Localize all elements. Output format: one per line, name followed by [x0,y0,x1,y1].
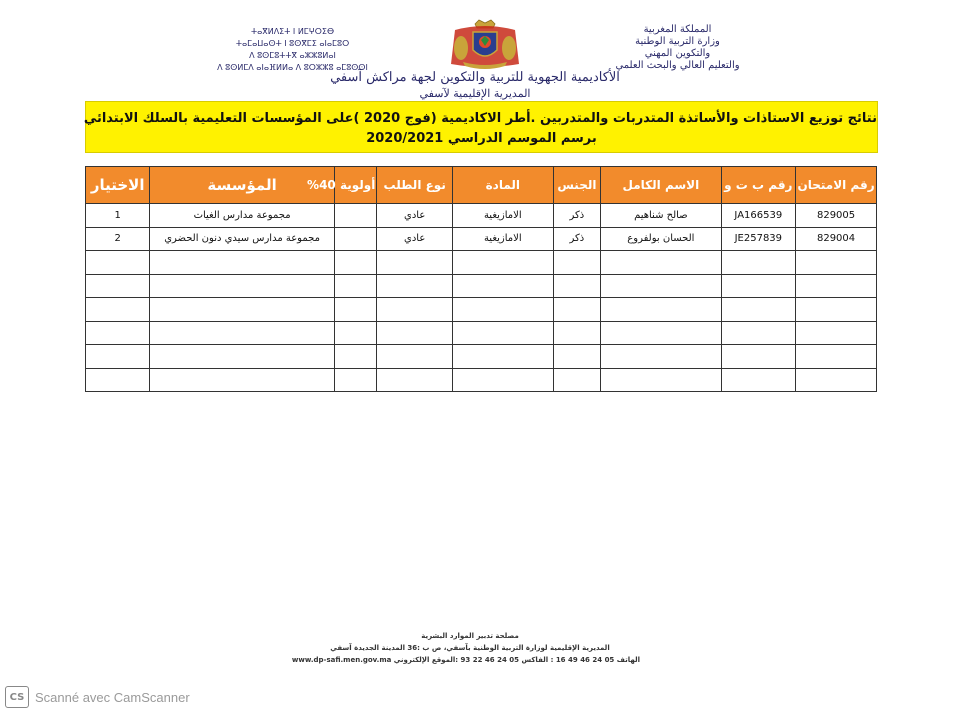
cell-institution: مجموعة مدارس سيدي دنون الحضري [150,227,335,251]
cell-full-name [601,298,721,322]
cell-priority [334,227,377,251]
cell-request-type [377,345,453,369]
cell-ppr-number [721,298,796,322]
tifinagh-line-2: ⵜⴰⵎⴰⵡⴰⵙⵜ ⵏ ⵓⵙⴳⵎⵉ ⴰⵏⴰⵎⵓⵔ [235,39,350,48]
camscanner-label: Scanné avec CamScanner [35,689,190,705]
cell-priority [334,321,377,345]
cell-exam-number [796,368,877,392]
cell-exam-number [796,321,877,345]
cell-choice: 2 [86,227,150,251]
col-ppr-number: رقم ب ت و [721,167,796,204]
cell-choice [86,368,150,392]
cell-choice: 1 [86,204,150,228]
cell-ppr-number [721,345,796,369]
header-arabic-block [575,24,780,72]
cell-ppr-number [721,321,796,345]
cell-full-name [601,321,721,345]
cell-gender [553,251,601,275]
cell-institution: مجموعة مدارس الغيات [150,204,335,228]
title-line-1: نتائج توزيع الاستاذات والأساتذة المتدربات والمتدربين .أطر الاكاديمية (فوج 2020 )على المؤسسات التعليمية بالسلك الابتدائي [83,111,877,126]
col-priority: أولوية 40% [334,167,377,204]
cell-subject [453,321,554,345]
ministry-line-3: والتعليم العالي والبحث العلمي [615,60,740,71]
footer-phone-web: الهاتف 05 24 46 49 16 : الفاكس 05 24 46 22 93 :الموقع الإلكتروني www.dp-safi.men.gov.ma [291,656,640,664]
directorate-name: المديرية الإقليمية لآسفي [419,87,531,100]
cell-choice [86,298,150,322]
cell-full-name [601,368,721,392]
cell-priority [334,251,377,275]
cell-gender [553,321,601,345]
col-subject: المادة [453,167,554,204]
cell-gender [553,368,601,392]
cell-gender [553,345,601,369]
academy-block [240,70,710,102]
col-gender: الجنس [553,167,601,204]
col-institution: المؤسسة [150,167,335,204]
cell-request-type [377,298,453,322]
cell-priority [334,368,377,392]
results-title-banner [85,101,878,153]
col-exam-number: رقم الامتحان [796,167,877,204]
col-choice: الاختيار [86,167,150,204]
cell-institution [150,345,335,369]
table-header-row [86,167,877,204]
cell-full-name [601,251,721,275]
academy-name: الأكاديمية الجهوية للتربية والتكوين لجهة مراكش آسفي [330,70,620,85]
cell-subject [453,298,554,322]
cell-full-name [601,274,721,298]
cell-gender: ذكر [553,204,601,228]
cell-institution [150,368,335,392]
cell-exam-number [796,345,877,369]
cell-exam-number [796,251,877,275]
cell-subject: الامازيغية [453,204,554,228]
cell-priority [334,274,377,298]
coat-of-arms-emblem [445,18,525,70]
cell-choice [86,274,150,298]
cell-subject [453,368,554,392]
cell-ppr-number [721,251,796,275]
col-request-type: نوع الطلب [377,167,453,204]
cell-ppr-number [721,274,796,298]
ministry-line-2: والتكوين المهني [644,48,711,59]
cell-ppr-number: JA166539 [721,204,796,228]
cell-subject [453,345,554,369]
cell-request-type [377,274,453,298]
cell-full-name [601,345,721,369]
cell-request-type [377,368,453,392]
footer-contact-block [291,630,640,666]
table-row [86,298,877,322]
cell-choice [86,345,150,369]
results-table [85,166,877,392]
cell-exam-number [796,274,877,298]
cell-ppr-number [721,368,796,392]
cell-choice [86,251,150,275]
header-tifinagh-block [190,26,395,74]
camscanner-watermark [5,686,190,708]
cell-priority [334,345,377,369]
cell-request-type: عادي [377,204,453,228]
cell-subject [453,251,554,275]
table-row [86,368,877,392]
footer-address: المديرية الإقليمية لوزارة التربية الوطنية بآسفي، ص ب :36 المدينة الجديدة آسفي [330,644,610,652]
cell-exam-number: 829005 [796,204,877,228]
cell-exam-number [796,298,877,322]
camscanner-logo-icon: CS [5,686,29,708]
table-row [86,321,877,345]
cell-priority [334,298,377,322]
ministry-line-1: وزارة التربية الوطنية [635,36,720,47]
cell-choice [86,321,150,345]
table-row [86,204,877,228]
cell-priority [334,204,377,228]
cell-gender [553,274,601,298]
table-row [86,251,877,275]
cell-request-type [377,251,453,275]
tifinagh-line-3: ⴷ ⵓⵙⵎⵓⵜⵜⴳ ⴰⵣⵣⵓⵍⴰⵏ [249,51,336,60]
footer-service: مصلحة تدبير الموارد البشرية [421,632,519,640]
cell-institution [150,321,335,345]
cell-institution [150,274,335,298]
cell-exam-number: 829004 [796,227,877,251]
cell-subject: الامازيغية [453,227,554,251]
cell-full-name: صالح شناهيم [601,204,721,228]
table-row [86,274,877,298]
cell-gender [553,298,601,322]
cell-gender: ذكر [553,227,601,251]
cell-ppr-number: JE257839 [721,227,796,251]
cell-request-type [377,321,453,345]
cell-subject [453,274,554,298]
tifinagh-line-4: ⴷ ⵓⵙⵍⵎⴷ ⴰⵏⴰⴼⵍⵍⴰ ⴷ ⵓⵔⵣⵣⵓ ⴰⵎⵓⵙⵙⵏ [217,63,368,72]
cell-institution [150,251,335,275]
table-row [86,345,877,369]
col-full-name: الاسم الكامل [601,167,721,204]
cell-request-type: عادي [377,227,453,251]
title-line-2: برسم الموسم الدراسي 2020/2021 [366,131,597,146]
table-row [86,227,877,251]
cell-full-name: الحسان بولفروع [601,227,721,251]
tifinagh-line-1: ⵜⴰⴳⵍⴷⵉⵜ ⵏ ⵍⵎⵖⵔⵉⴱ [250,27,335,36]
cell-institution [150,298,335,322]
kingdom-label: المملكة المغربية [643,24,712,35]
